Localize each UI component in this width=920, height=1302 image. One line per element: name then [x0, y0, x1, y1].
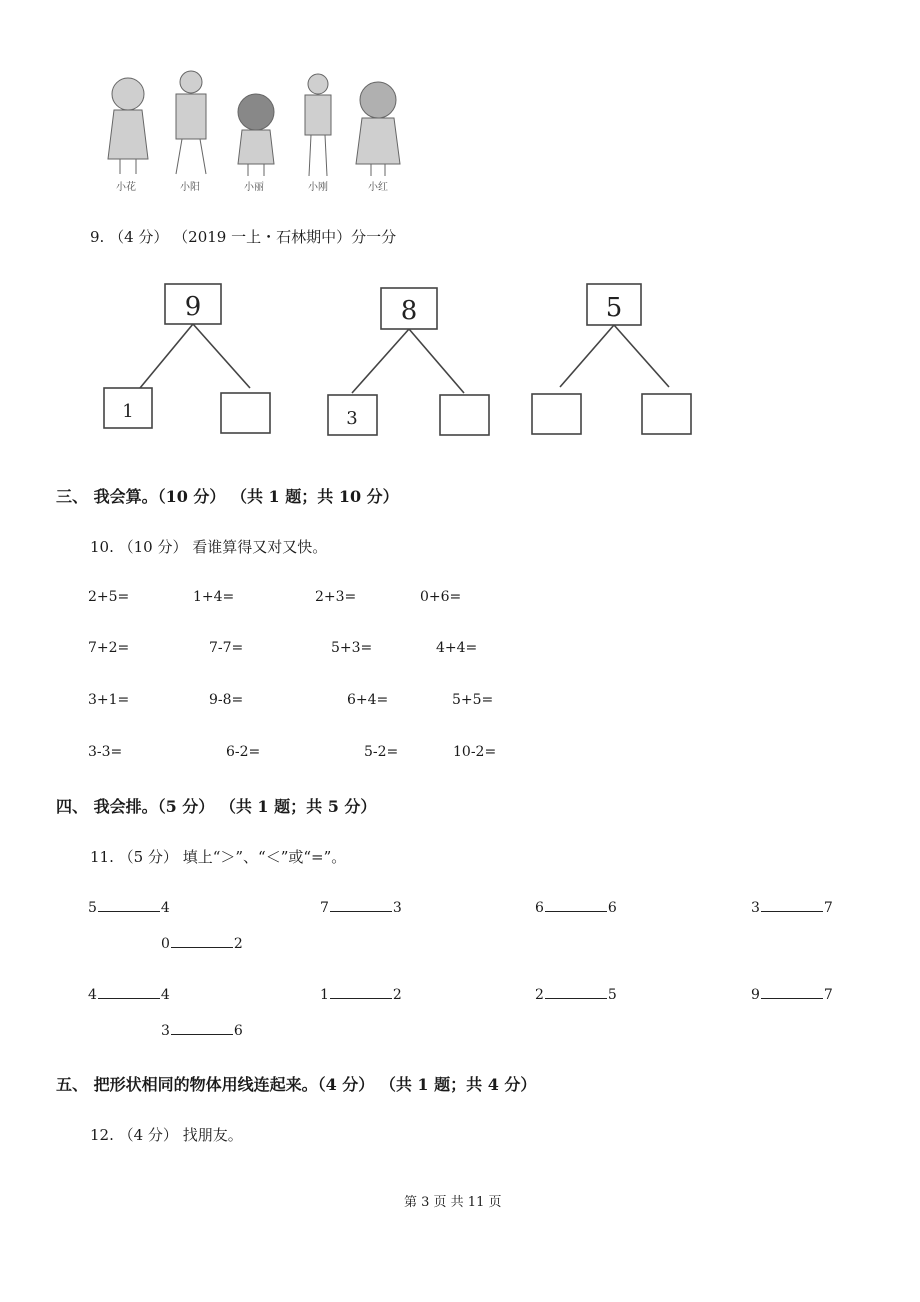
number-split-trees [0, 270, 920, 450]
question-12: 12. （4 分） 找朋友。 [90, 1126, 243, 1144]
answer-blank[interactable] [171, 935, 233, 948]
calc-item: 3-3= [88, 744, 123, 760]
tree-left-number: 1 [122, 401, 134, 422]
calc-item: 5-2= [364, 744, 399, 760]
tree-right-box [440, 395, 489, 435]
tree-left-number: 3 [346, 408, 358, 429]
child-label: 小刚 [308, 182, 328, 193]
tree-top-number: 8 [400, 296, 418, 326]
question-9: 9. （4 分） （2019 一上・石林期中）分一分 [90, 228, 397, 246]
calc-item: 2+5= [88, 589, 130, 605]
answer-blank[interactable] [330, 899, 392, 912]
compare-item: 0 2 [161, 936, 243, 952]
compare-item: 9 7 [751, 987, 833, 1003]
section-5-title: 五、 把形状相同的物体用线连起来。（4 分） （共 1 题；共 4 分） [56, 1075, 537, 1094]
compare-item: 7 3 [320, 900, 402, 916]
answer-blank[interactable] [545, 899, 607, 912]
compare-item: 2 5 [535, 987, 617, 1003]
child-label: 小红 [368, 182, 388, 193]
section-4-title: 四、 我会排。（5 分） （共 1 题；共 5 分） [56, 797, 377, 816]
compare-item: 3 6 [161, 1023, 243, 1039]
compare-item: 3 7 [751, 900, 833, 916]
child-label: 小丽 [244, 182, 264, 193]
answer-blank[interactable] [545, 986, 607, 999]
calc-item: 10-2= [453, 744, 497, 760]
children-figure [96, 64, 416, 194]
answer-blank[interactable] [761, 986, 823, 999]
compare-item: 6 6 [535, 900, 617, 916]
calc-item: 6-2= [226, 744, 261, 760]
calc-item: 0+6= [420, 589, 462, 605]
answer-blank[interactable] [330, 986, 392, 999]
calc-item: 5+5= [452, 692, 494, 708]
compare-item: 1 2 [320, 987, 402, 1003]
calc-item: 7+2= [88, 640, 130, 656]
tree-right-box [221, 393, 270, 433]
child-label: 小阳 [180, 182, 200, 193]
children-illustration [96, 64, 416, 194]
compare-item: 5 4 [88, 900, 170, 916]
answer-blank[interactable] [171, 1022, 233, 1035]
answer-blank[interactable] [98, 986, 160, 999]
calc-item: 9-8= [209, 692, 244, 708]
section-3-title: 三、 我会算。（10 分） （共 1 题；共 10 分） [56, 487, 399, 506]
child-label: 小花 [116, 182, 136, 193]
question-10: 10. （10 分） 看谁算得又对又快。 [90, 538, 328, 556]
tree-top-number: 9 [184, 292, 202, 322]
calc-item: 2+3= [315, 589, 357, 605]
calc-item: 7-7= [209, 640, 244, 656]
page-footer: 第 3 页 共 11 页 [404, 1195, 502, 1210]
question-11: 11. （5 分） 填上“＞”、“＜”或“=”。 [90, 848, 347, 866]
calc-item: 1+4= [193, 589, 235, 605]
tree-top-number: 5 [605, 293, 623, 323]
calc-item: 6+4= [347, 692, 389, 708]
tree-left-box [532, 394, 581, 434]
calc-item: 5+3= [331, 640, 373, 656]
answer-blank[interactable] [761, 899, 823, 912]
calc-item: 4+4= [436, 640, 478, 656]
calc-item: 3+1= [88, 692, 130, 708]
compare-item: 4 4 [88, 987, 170, 1003]
answer-blank[interactable] [98, 899, 160, 912]
tree-right-box [642, 394, 691, 434]
